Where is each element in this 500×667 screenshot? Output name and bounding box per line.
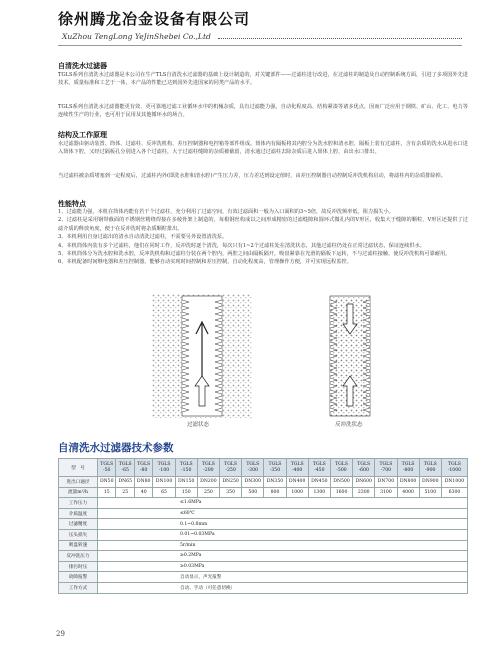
model-prefix: TGLS — [423, 461, 437, 467]
table-cell: 1600 — [330, 487, 352, 498]
table-cell: DN700 — [375, 477, 397, 488]
feature-item: 5、本机筒体分为洗水腔和洗水腔，反冲洗机构和过滤柱分装在两个腔内，两腔之间由隔板隔开，吸盘紧靠在光滑的隔板下运转，不与过滤柱接触，使反冲洗机构可靠耐用。 — [58, 251, 451, 258]
model-cell — [308, 459, 330, 477]
model-size: -65 — [121, 467, 129, 473]
feature-item: 3、本机利用自身过滤出的清水自动清洗过滤柱，不需要另外设置清洗泵。 — [58, 234, 228, 241]
section-title-intro: 自清洗水过滤器 — [58, 61, 107, 70]
model-size: -80 — [140, 467, 148, 473]
table-cell: DN400 — [286, 477, 308, 488]
row-label: 工作方式 — [59, 582, 98, 593]
section-title-structure: 结构及工作原理 — [58, 130, 107, 139]
model-prefix: TGLS — [447, 461, 461, 467]
table-cell: 350 — [220, 487, 242, 498]
table-cell: 25 — [116, 487, 134, 498]
model-size: -400 — [292, 467, 303, 473]
feature-item: 1、过滤能力强，本机在筒体内能有若干个过滤柱，充分利用了过滤空间，有效过滤面积一般为入口面积的3~5倍，故反冲洗频率低，阻力损失小。 — [58, 209, 394, 215]
table-cell: 40 — [134, 487, 152, 498]
feature-item: 6、本机配备时间继电器和差压控制器，能够自动实现时间控制和差压控制，自动化程度高，管理操作方便，并可实现远程监控。 — [58, 259, 352, 266]
model-prefix: TGLS — [357, 461, 371, 467]
row-label: 压头损失 — [59, 529, 98, 540]
model-cell — [441, 459, 467, 477]
table-cell: DN800 — [397, 477, 419, 488]
row-label: 反冲洗压力 — [59, 551, 98, 562]
row-label: 故障报警 — [59, 572, 98, 583]
table-row — [59, 487, 468, 498]
table-cell: DN900 — [419, 477, 441, 488]
model-size: -1000 — [447, 467, 462, 473]
table-cell: 65 — [153, 487, 175, 498]
table-cell: ≤60℃ — [98, 508, 468, 519]
spec-table — [58, 458, 468, 594]
table-cell: DN500 — [330, 477, 352, 488]
table-cell: DN300 — [242, 477, 264, 488]
features-list — [58, 208, 468, 267]
backwash-state-caption: 反冲洗状态 — [335, 422, 363, 428]
row-label: 流量m³/h — [59, 487, 98, 498]
table-cell: DN200 — [197, 477, 219, 488]
model-prefix: TGLS — [201, 461, 215, 467]
model-size: -900 — [425, 467, 436, 473]
model-prefix: TGLS — [401, 461, 415, 467]
model-header-cell: 型 号 — [59, 459, 98, 477]
table-row — [59, 582, 468, 593]
table-cell: DN450 — [308, 477, 330, 488]
table-cell: DN50 — [98, 477, 116, 488]
table-cell: 800 — [264, 487, 286, 498]
table-row — [59, 498, 468, 509]
table-cell: 自动、手动（可任意切换） — [98, 582, 468, 593]
table-cell: 自动显示，声光报警 — [98, 572, 468, 583]
model-prefix: TGLS — [312, 461, 326, 467]
model-cell — [175, 459, 197, 477]
model-prefix: TGLS — [224, 461, 238, 467]
model-prefix: TGLS — [100, 461, 114, 467]
model-cell — [242, 459, 264, 477]
model-cell — [375, 459, 397, 477]
model-prefix: TGLS — [290, 461, 304, 467]
model-prefix: TGLS — [157, 461, 171, 467]
row-label: 排污时压 — [59, 561, 98, 572]
table-row — [59, 551, 468, 562]
table-cell: 250 — [197, 487, 219, 498]
paragraph-intro-2: TGLS系列自清洗水过滤器能更有效、更可靠地过滤工业循环水中的机械杂质，具有过滤能力强、自动化程度高、结构紧凑等诸多优点，因而广泛应用于钢铁、矿山、化工、电力等连续性生产的行业，也可用于民用及其他循环水的场合。 — [58, 104, 468, 119]
model-size: -250 — [225, 467, 236, 473]
table-row — [59, 540, 468, 551]
table-cell: DN350 — [264, 477, 286, 488]
company-name-en: XuZhou TengLong YeJinShebei Co.,Ltd — [62, 32, 211, 41]
model-size: -200 — [203, 467, 214, 473]
model-prefix: TGLS — [137, 461, 151, 467]
model-cell — [116, 459, 134, 477]
model-cell — [134, 459, 152, 477]
table-cell: 0.01~0.03MPa — [98, 529, 468, 540]
table-row — [59, 572, 468, 583]
table-row — [59, 508, 468, 519]
table-row — [59, 519, 468, 530]
model-cell — [220, 459, 242, 477]
model-prefix: TGLS — [118, 461, 132, 467]
table-cell: ≤1.6MPa — [98, 498, 468, 509]
table-cell: ≥0.03MPa — [98, 561, 468, 572]
model-cell — [330, 459, 352, 477]
row-label: 过滤精度 — [59, 519, 98, 530]
model-size: -450 — [314, 467, 325, 473]
table-cell: 1000 — [286, 487, 308, 498]
model-cell — [98, 459, 116, 477]
model-cell — [286, 459, 308, 477]
model-cell — [197, 459, 219, 477]
company-name-cn: 徐州腾龙冶金设备有限公司 — [58, 10, 251, 28]
table-cell: DN80 — [134, 477, 152, 488]
model-size: -700 — [380, 467, 392, 473]
page-number: 29 — [56, 630, 65, 638]
model-prefix: TGLS — [335, 461, 349, 467]
model-size: -600 — [358, 467, 369, 473]
table-cell: DN600 — [353, 477, 375, 488]
table-cell: 3100 — [375, 487, 397, 498]
table-row — [59, 561, 468, 572]
header-divider — [218, 38, 462, 39]
table-cell: 500 — [242, 487, 264, 498]
backwash-state-diagram — [300, 294, 400, 418]
table-cell: 0.1~0.8mm — [98, 519, 468, 530]
paragraph-intro-1: TGLS系列自清洗水过滤器是本公司在生产TLS自清洗水过滤器的基础上设计制造的，对关键部件——过滤柱进行改进，在过滤柱的制造及自动控制系统方面，引进了多项国外先进技术，质量标准和工艺于一体，本产品的性能已达到国外先进国家的同类产品的水平。 — [58, 72, 468, 87]
table-cell: DN250 — [220, 477, 242, 488]
model-size: -300 — [247, 467, 258, 473]
model-size: -100 — [158, 467, 170, 473]
table-cell: DN65 — [116, 477, 134, 488]
row-label: 吸盘转速 — [59, 540, 98, 551]
model-size: -500 — [336, 467, 347, 473]
model-size: -800 — [402, 467, 414, 473]
table-header-row — [59, 459, 468, 477]
table-cell: 1300 — [308, 487, 330, 498]
row-label: 介质温度 — [59, 508, 98, 519]
table-cell: ≥0.2MPa — [98, 551, 468, 562]
model-prefix: TGLS — [246, 461, 260, 467]
table-cell: 2300 — [353, 487, 375, 498]
model-cell — [153, 459, 175, 477]
model-cell — [397, 459, 419, 477]
header-underline — [58, 45, 462, 46]
table-cell: DN150 — [175, 477, 197, 488]
paragraph-structure-2: 当过滤柱被杂质堵塞到一定程度后，过滤柱内外(即洗水腔和清水腔)产生压力差，压力差达到设定值时，由差压控制器自动控制反冲洗机构启动，将滤柱内的杂质排除掉。 — [58, 173, 446, 179]
model-size: -50 — [103, 467, 111, 473]
row-label: 工作压力 — [59, 498, 98, 509]
feature-item: 2、过滤柱是采用钢带截面的不锈钢丝精绕焊接在多棱骨架上制造的，每根钢丝构成以之间形成精密的过滤缝隙和圆环式微孔内的V形区，收集大于缝隙的颗粒，V形区还提供了过滤介质的释放角度，便于在反冲洗时将杂质颗粒排出。 — [58, 217, 468, 232]
table-cell: DN100 — [153, 477, 175, 488]
table-cell: 5r/min — [98, 540, 468, 551]
section-title-features: 性能特点 — [58, 199, 86, 208]
feature-item: 4、本机筒体内装有多个过滤柱，他们在同时工作，反冲洗时逐个清洗，每次只有1~2个过滤柱处在清洗状态，其他过滤柱仍处在正常过滤状态，保证连续供水。 — [58, 242, 425, 249]
table-cell: 15 — [98, 487, 116, 498]
model-cell — [264, 459, 286, 477]
table-cell: 5100 — [419, 487, 441, 498]
model-cell — [353, 459, 375, 477]
table-title: 自清洗水过滤器技术参数 — [58, 442, 174, 454]
table-cell: 4000 — [397, 487, 419, 498]
model-prefix: TGLS — [179, 461, 193, 467]
table-row — [59, 477, 468, 488]
model-cell — [419, 459, 441, 477]
model-size: -350 — [269, 467, 281, 473]
table-cell: 150 — [175, 487, 197, 498]
filter-state-caption: 过滤状态 — [187, 422, 210, 428]
paragraph-structure-1: 水过滤器由驱动装置、筒体、过滤柱、反冲洗机构、差压控制器和电控箱等部件组成。筒体内有隔板将其内腔分为洗水腔和清水腔，隔板上装有过滤柱，含有杂质的洗水从进水口进入筒体下腔，又经过隔板孔分别进入各个过滤柱，大于过滤柱缝隙的杂质被截留，清水通过过滤柱去除杂质后进入筒体上腔，由出水口排出。 — [58, 141, 468, 156]
model-prefix: TGLS — [379, 461, 393, 467]
table-row — [59, 529, 468, 540]
table-cell: DN1000 — [441, 477, 467, 488]
filter-state-diagram — [152, 294, 252, 418]
model-size: -150 — [181, 467, 192, 473]
row-label: 进出口通径 — [59, 477, 98, 488]
model-prefix: TGLS — [268, 461, 282, 467]
table-cell: 6300 — [441, 487, 467, 498]
